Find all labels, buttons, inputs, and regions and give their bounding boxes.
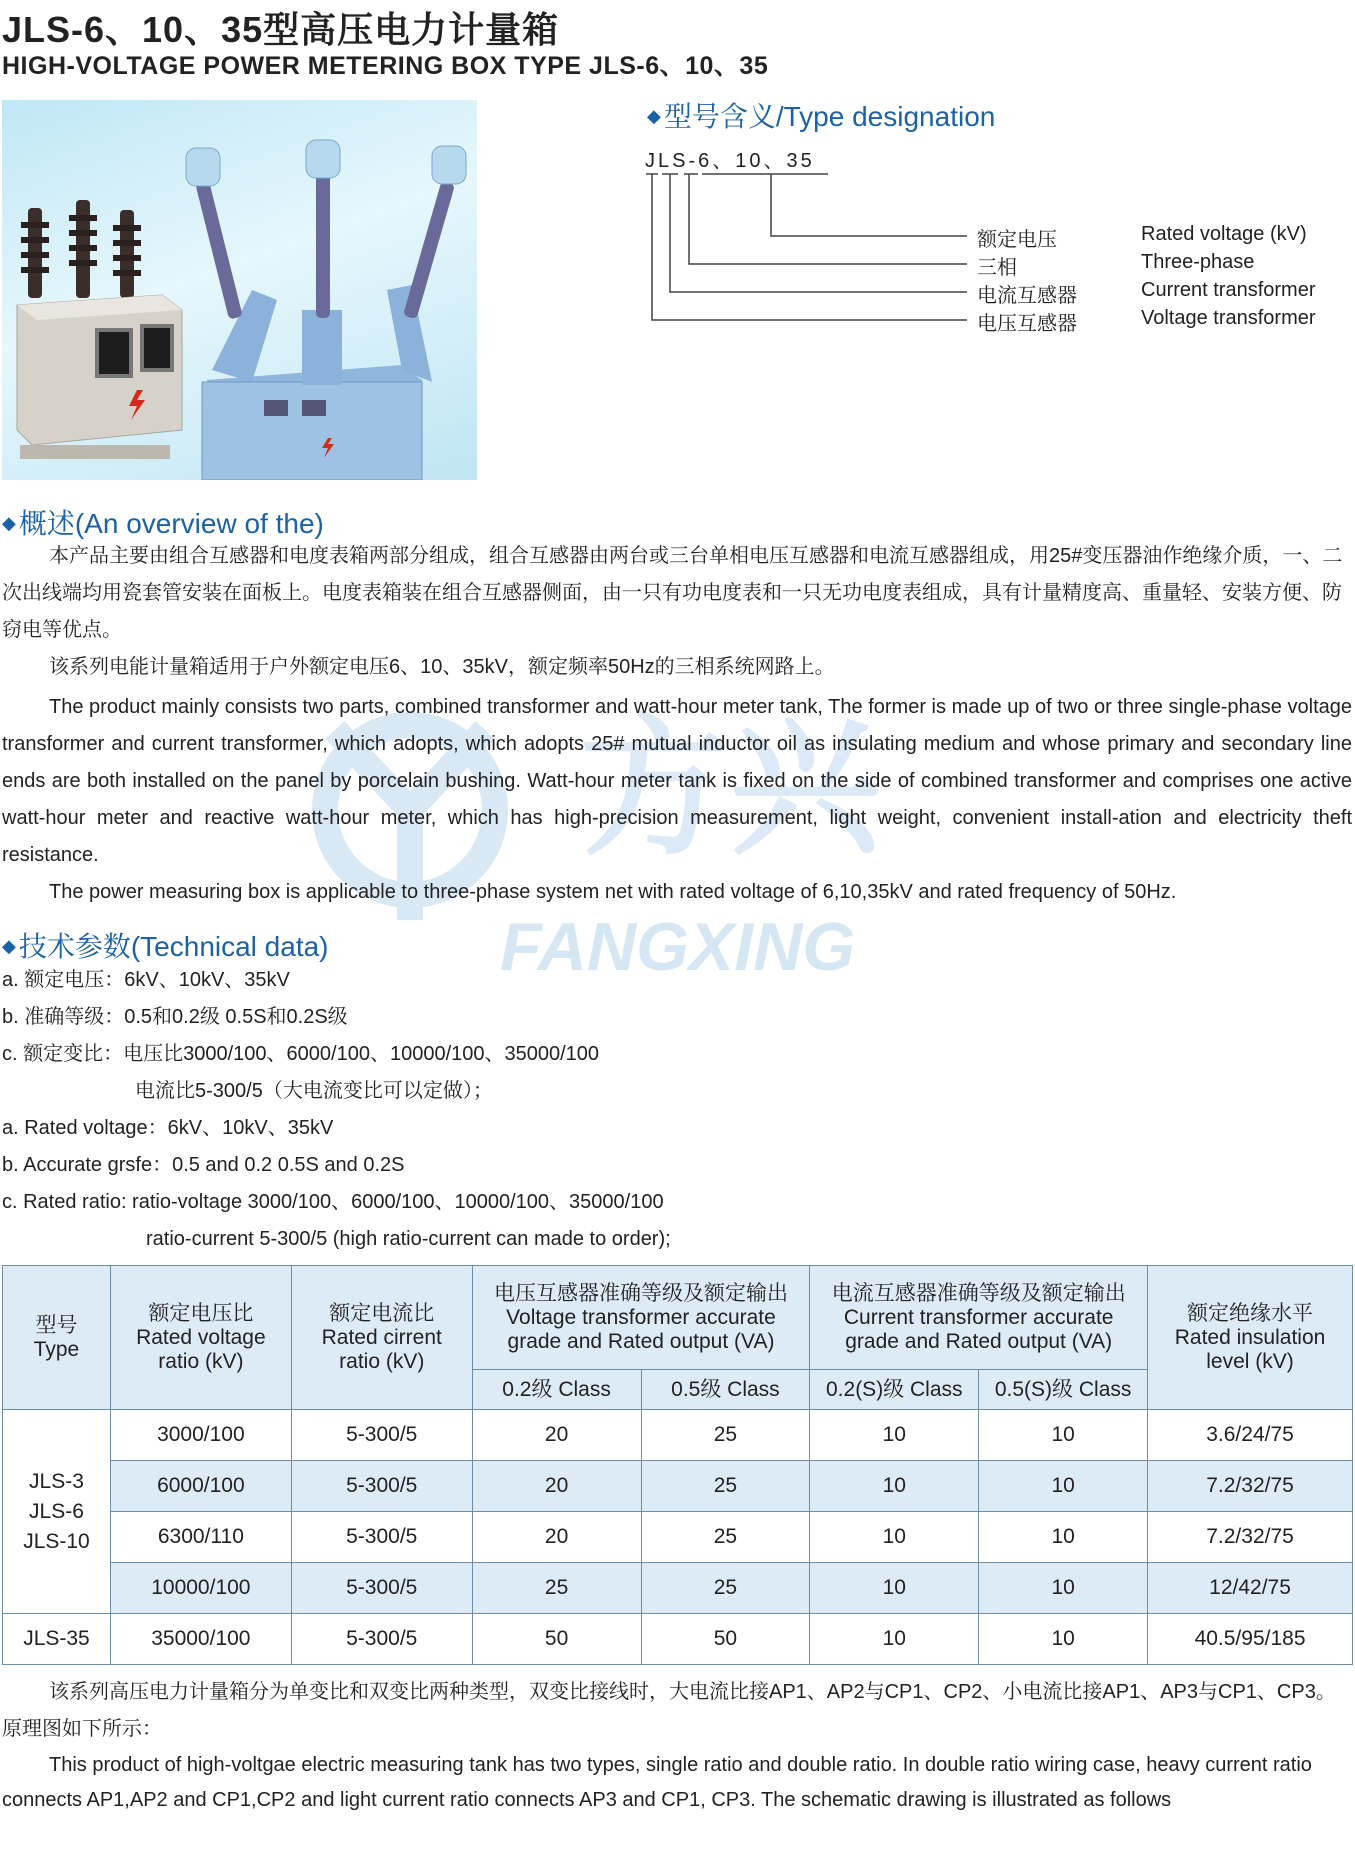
overview-heading [2, 502, 324, 542]
spec-line-b-cn: b. 准确等级：0.5和0.2级 0.5S和0.2S级 [2, 1006, 348, 1028]
header-line: 型号 [35, 1313, 78, 1337]
header-line: 电流互感器准确等级及额定输出 [831, 1281, 1126, 1305]
designation-en-current-transformer: Current transformer [1141, 279, 1316, 301]
technical-title: 技术参数(Technical data) [18, 931, 329, 962]
col-ct-group-header [810, 1266, 1148, 1370]
cell-current-ratio: 5-300/5 [291, 1563, 472, 1614]
designation-cn-voltage-transformer: 电压互感器 [977, 313, 1077, 335]
spec-line-c-cn-cont: 电流比5-300/5（大电流变比可以定做）； [135, 1080, 493, 1102]
designation-cn-rated-voltage: 额定电压 [977, 229, 1057, 251]
model-jls-35: JLS-35 [3, 1614, 111, 1665]
overview-cn-paragraph-1: 本产品主要由组合互感器和电度表箱两部分组成，组合互感器由两台或三台单相电压互感器和电流互感器组成，用25#变压器油作绝缘介质，一、二次出线端均用瓷套管安装在面板上。电度表箱装在组合互感器侧面，由一只有功电度表和一只无功电度表组成，具有计量精度高、重量轻、安装方便、防窃电等优点。 [2, 545, 1343, 641]
cell-current-ratio: 5-300/5 [291, 1512, 472, 1563]
header-line: level (kV) [1206, 1349, 1294, 1373]
table-row [3, 1461, 1353, 1512]
cell-vt-02: 25 [472, 1563, 641, 1614]
cell-voltage-ratio: 3000/100 [110, 1410, 291, 1461]
cell-current-ratio: 5-300/5 [291, 1410, 472, 1461]
col-vt-02-header: 0.2级 Class [472, 1370, 641, 1410]
spec-line-c-cn: c. 额定变比：电压比3000/100、6000/100、10000/100、35000/100 [2, 1043, 600, 1065]
technical-heading [2, 925, 329, 965]
type-designation-bracket-lines [640, 170, 980, 330]
cell-ct-02s: 10 [810, 1410, 979, 1461]
type-code: JLS-6、10、35 [645, 150, 815, 172]
designation-en-three-phase: Three-phase [1141, 251, 1255, 273]
designation-cn-current-transformer: 电流互感器 [977, 285, 1077, 307]
cell-current-ratio: 5-300/5 [291, 1614, 472, 1665]
cell-voltage-ratio: 6000/100 [110, 1461, 291, 1512]
header-line: ratio (kV) [158, 1349, 244, 1373]
cell-vt-02: 20 [472, 1512, 641, 1563]
watermark-brand-en: FANGXING [500, 909, 856, 980]
cell-ct-02s: 10 [810, 1512, 979, 1563]
cell-ct-02s: 10 [810, 1614, 979, 1665]
spec-line-a-cn: a. 额定电压：6kV、10kV、35kV [2, 969, 290, 991]
cell-voltage-ratio: 10000/100 [110, 1563, 291, 1614]
cell-insulation: 3.6/24/75 [1148, 1410, 1353, 1461]
footer-cn-paragraph: 该系列高压电力计量箱分为单变比和双变比两种类型，双变比接线时，大电流比接AP1、AP2与CP1、CP2、小电流比接AP1、AP3与CP1、CP3。原理图如下所示： [2, 1681, 1336, 1740]
cell-vt-05: 25 [641, 1410, 810, 1461]
table-row [3, 1614, 1353, 1665]
model-name: JLS-6 [29, 1499, 84, 1523]
cell-vt-02: 20 [472, 1461, 641, 1512]
header-line: 额定电流比 [329, 1301, 435, 1325]
spec-line-c-en: c. Rated ratio: ratio-voltage 3000/100、6000/100、10000/100、35000/100 [2, 1191, 664, 1213]
header-line: Rated insulation [1174, 1325, 1326, 1349]
footer-en-paragraph: This product of high-voltgae electric measuring tank has two types, single ratio and double ratio. In double ratio wiring case, heavy current ratio connects AP1,AP2 and CP1,CP2 and light current ratio connects AP3 and CP1, CP3. The schematic drawing is illustrated as follows [2, 1754, 1312, 1811]
overview-cn-paragraph-2: 该系列电能计量箱适用于户外额定电压6、10、35kV，额定频率50Hz的三相系统网路上。 [49, 656, 835, 678]
header-line: Type [33, 1337, 80, 1361]
cell-vt-05: 25 [641, 1461, 810, 1512]
cell-vt-05: 50 [641, 1614, 810, 1665]
cell-ct-02s: 10 [810, 1461, 979, 1512]
designation-en-voltage-transformer: Voltage transformer [1141, 307, 1316, 329]
cell-insulation: 12/42/75 [1148, 1563, 1353, 1614]
footer-notes [2, 1674, 1352, 1818]
table-row [3, 1512, 1353, 1563]
overview-title: 概述(An overview of the) [18, 508, 324, 539]
product-illustration [2, 100, 477, 480]
cell-ct-05s: 10 [979, 1410, 1148, 1461]
header-line: 额定绝缘水平 [1187, 1301, 1314, 1325]
cell-ct-02s: 10 [810, 1563, 979, 1614]
cell-ct-05s: 10 [979, 1461, 1148, 1512]
cell-vt-05: 25 [641, 1512, 810, 1563]
header-line: Rated voltage [136, 1325, 266, 1349]
col-insulation-header [1148, 1266, 1353, 1410]
spec-line-a-en: a. Rated voltage：6kV、10kV、35kV [2, 1117, 334, 1139]
cell-vt-05: 25 [641, 1563, 810, 1614]
bullet-diamond-icon: ◆ [2, 936, 16, 956]
overview-en-paragraph-1: The product mainly consists two parts, combined transformer and watt-hour meter tank, The former is made up of two or three single-phase voltage transformer and current transformer, which adopts, which adopts 25# mutual inductor oil as insulating medium and whose primary and secondary line ends are both installed on the panel by porcelain bushing. Watt-hour meter tank is fixed on the side of combined transformer and comprises one active watt-hour meter and reactive watt-hour meter, which has high-precision measurement, light weight, convenient install-ation and electricity theft resistance. [2, 696, 1352, 866]
header-line: Current transformer accurate [843, 1305, 1114, 1329]
spec-line-b-en: b. Accurate grsfe：0.5 and 0.2 0.5S and 0.2S [2, 1154, 405, 1176]
col-ct-05s-header: 0.5(S)级 Class [979, 1370, 1148, 1410]
designation-cn-three-phase: 三相 [977, 257, 1017, 279]
cell-ct-05s: 10 [979, 1563, 1148, 1614]
cell-vt-02: 50 [472, 1614, 641, 1665]
model-group-jls-3-6-10 [3, 1410, 111, 1614]
cell-ct-05s: 10 [979, 1614, 1148, 1665]
cell-current-ratio: 5-300/5 [291, 1461, 472, 1512]
cell-voltage-ratio: 6300/110 [110, 1512, 291, 1563]
table-row [3, 1563, 1353, 1614]
bullet-diamond-icon: ◆ [2, 513, 16, 533]
col-vt-05-header: 0.5级 Class [641, 1370, 810, 1410]
watermark-brand-cn: 方兴 [580, 702, 881, 876]
page-title-cn: JLS-6、10、35型高压电力计量箱 [2, 9, 560, 50]
bullet-diamond-icon: ◆ [647, 106, 661, 126]
header-line: 额定电压比 [148, 1301, 254, 1325]
parameter-table [2, 1265, 1353, 1665]
table-row [3, 1410, 1353, 1461]
overview-en-paragraph-2: The power measuring box is applicable to three-phase system net with rated voltage of 6,10,35kV and rated frequency of 50Hz. [49, 881, 1177, 903]
col-current-ratio-header [291, 1266, 472, 1410]
cell-ct-05s: 10 [979, 1512, 1148, 1563]
header-line: grade and Rated output (VA) [507, 1329, 775, 1353]
product-photo [2, 100, 477, 480]
cell-insulation: 40.5/95/185 [1148, 1614, 1353, 1665]
col-vt-group-header [472, 1266, 810, 1370]
overview-body [2, 538, 1352, 911]
cell-insulation: 7.2/32/75 [1148, 1512, 1353, 1563]
model-name: JLS-10 [23, 1529, 90, 1553]
header-line: Rated cirrent [321, 1325, 442, 1349]
col-ct-02s-header: 0.2(S)级 Class [810, 1370, 979, 1410]
cell-insulation: 7.2/32/75 [1148, 1461, 1353, 1512]
designation-en-rated-voltage: Rated voltage (kV) [1141, 223, 1307, 245]
header-line: Voltage transformer accurate [506, 1305, 776, 1329]
page-title-en: HIGH-VOLTAGE POWER METERING BOX TYPE JLS-6、10、35 [2, 52, 769, 80]
type-designation-title: 型号含义/Type designation [663, 101, 996, 132]
header-line: ratio (kV) [339, 1349, 425, 1373]
spec-line-c-en-cont: ratio-current 5-300/5 (high ratio-current can made to order); [146, 1228, 671, 1250]
cell-vt-02: 20 [472, 1410, 641, 1461]
col-type-header [3, 1266, 111, 1410]
header-line: grade and Rated output (VA) [845, 1329, 1113, 1353]
model-name: JLS-3 [29, 1469, 84, 1493]
cell-voltage-ratio: 35000/100 [110, 1614, 291, 1665]
header-line: 电压互感器准确等级及额定输出 [494, 1281, 788, 1305]
type-designation-heading [647, 95, 995, 135]
col-voltage-ratio-header [110, 1266, 291, 1410]
